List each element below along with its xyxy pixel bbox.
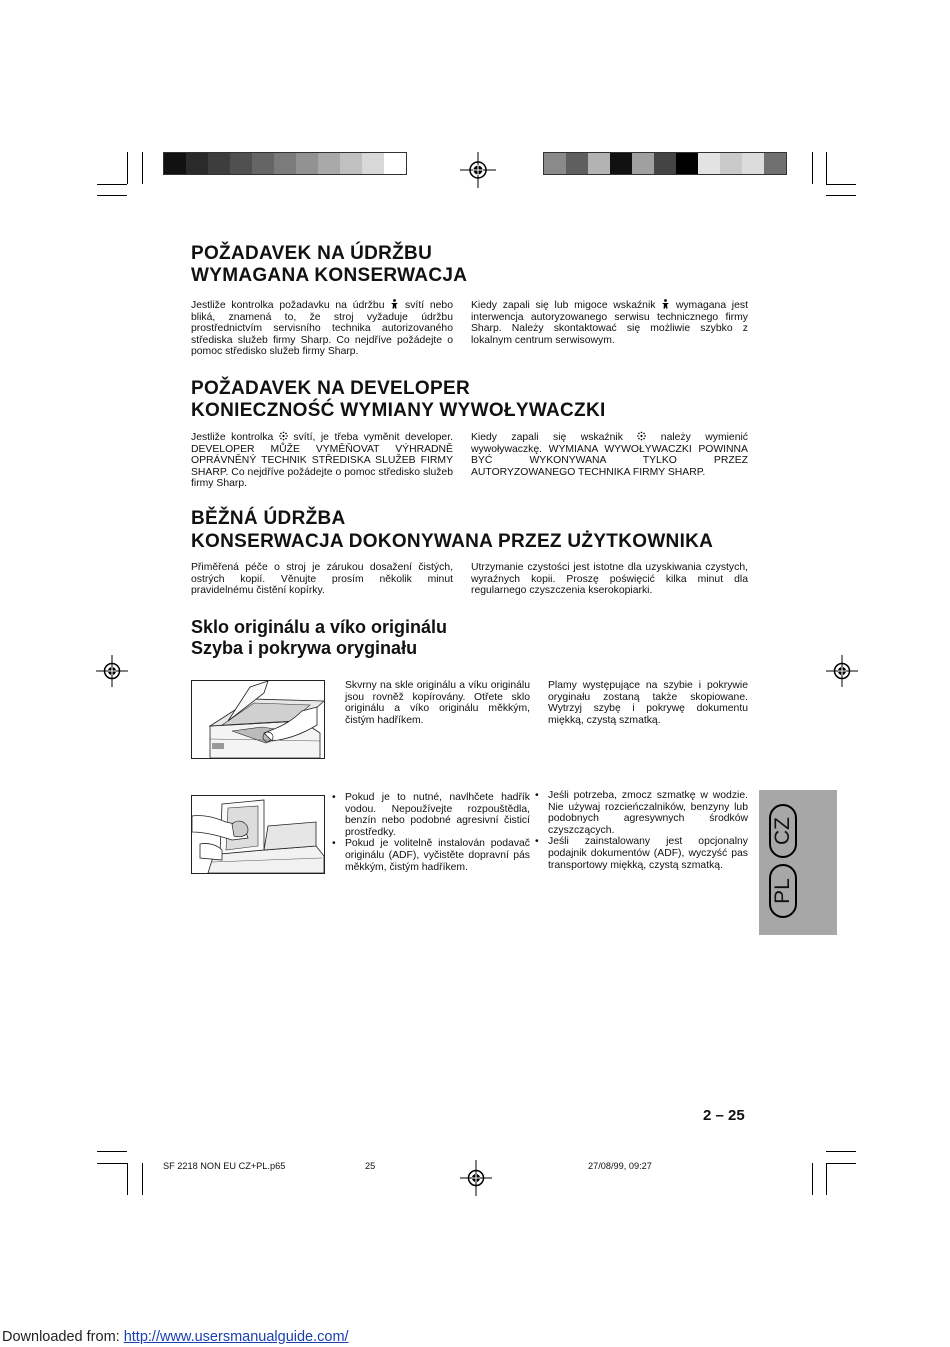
text-part: Kiedy zapali się lub migoce wskaźnik bbox=[471, 300, 662, 311]
registration-mark-icon bbox=[826, 655, 858, 687]
download-link[interactable]: http://www.usersmanualguide.com/ bbox=[123, 1329, 349, 1345]
language-badge-pl bbox=[769, 864, 797, 918]
heading-routine-cz: BĚŽNÁ ÚDRŽBA bbox=[191, 508, 346, 529]
language-code-cz: CZ bbox=[771, 817, 794, 845]
heading-developer-cz: POŽADAVEK NA DEVELOPER bbox=[191, 378, 470, 399]
glass-text-cz: Skvrny na skle originálu a víku originálu jsou rovněž kopírovány. Otřete sklo originálu a víko originálu měkkým, čistým hadříkem. bbox=[345, 680, 530, 726]
text-part: svítí nebo bliká, znamená to, že stroj vyžaduje údržbu prostřednictvím servisního technika autorizovaného střediska služeb firmy Sharp. Co nejdříve požádejte o pomoc středisko služeb firmy Sharp. bbox=[191, 300, 453, 358]
cleaning-bullets-cz bbox=[345, 792, 530, 873]
color-swatch bbox=[544, 153, 566, 174]
text-part: wymagana jest interwencja autoryzowanego serwisu technicznego firmy Sharp. Należy skontaktować się możliwie szybko z lokalnym centrum serwisowym. bbox=[471, 300, 748, 346]
maintenance-icon bbox=[390, 299, 399, 309]
page-number: 2 – 25 bbox=[703, 1107, 745, 1124]
color-swatch bbox=[164, 153, 186, 174]
download-source bbox=[2, 1329, 349, 1345]
wiping-glass-illustration bbox=[191, 795, 325, 874]
color-swatch bbox=[566, 153, 588, 174]
routine-text-cz: Přiměřená péče o stroj je zárukou dosažení čistých, ostrých kopií. Věnujte prosím několik minut pravidelnému čistění kopírky. bbox=[191, 562, 453, 597]
registration-mark-icon bbox=[460, 152, 496, 188]
footer-date: 27/08/99, 09:27 bbox=[588, 1161, 652, 1171]
color-swatch bbox=[296, 153, 318, 174]
heading-developer-pl: KONIECZNOŚĆ WYMIANY WYWOŁYWACZKI bbox=[191, 400, 606, 421]
glass-cover-illustration bbox=[191, 680, 325, 759]
color-swatch bbox=[208, 153, 230, 174]
color-swatch bbox=[588, 153, 610, 174]
list-item: • Pokud je to nutné, navlhčete hadřík vodou. Nepoužívejte rozpouštědla, benzín nebo podobné agresivní čisticí prostředky. bbox=[345, 792, 530, 838]
registration-mark-icon bbox=[460, 1160, 492, 1196]
language-tab bbox=[759, 790, 837, 935]
color-swatch bbox=[698, 153, 720, 174]
color-swatch bbox=[610, 153, 632, 174]
footer-filename: SF 2218 NON EU CZ+PL.p65 bbox=[163, 1161, 286, 1171]
list-item: • Pokud je volitelně instalován podavač originálu (ADF), vyčistěte dopravní pás měkkým, čistým hadříkem. bbox=[345, 838, 530, 873]
glass-text-pl: Plamy występujące na szybie i pokrywie oryginału zostaną także skopiowane. Wytrzyj szybę i pokrywę dokumentu miękką, czystą szmatką. bbox=[548, 680, 748, 726]
color-bar-left bbox=[163, 152, 407, 175]
language-badge-cz bbox=[769, 804, 797, 858]
color-swatch bbox=[274, 153, 296, 174]
developer-text-cz bbox=[191, 431, 453, 490]
color-swatch bbox=[230, 153, 252, 174]
heading-glass-cz: Sklo originálu a víko originálu bbox=[191, 617, 448, 637]
color-swatch bbox=[676, 153, 698, 174]
color-swatch bbox=[764, 153, 786, 174]
text-part: Jestliže kontrolka požadavku na údržbu bbox=[191, 300, 391, 311]
color-swatch bbox=[340, 153, 362, 174]
color-swatch bbox=[742, 153, 764, 174]
maintenance-text-cz bbox=[191, 299, 453, 358]
text-part: Jestliže kontrolka bbox=[191, 432, 279, 443]
color-swatch bbox=[720, 153, 742, 174]
list-item: • Jeśli zainstalowany jest opcjonalny podajnik dokumentów (ADF), wyczyść pas transportowy miękką, czystą szmatką. bbox=[548, 836, 748, 871]
text-part: Kiedy zapali się wskaźnik bbox=[471, 432, 638, 443]
maintenance-icon bbox=[661, 299, 670, 309]
maintenance-text-pl bbox=[471, 299, 748, 346]
text-part: należy wymienić wywoływaczkę. WYMIANA WYWOŁYWACZKI POWINNA BYĆ WYKONYWANA TYLKO PRZEZ AUTORYZOWANEGO TECHNIKA FIRMY SHARP. bbox=[471, 432, 748, 478]
download-prefix: Downloaded from: bbox=[2, 1329, 124, 1345]
developer-text-pl bbox=[471, 431, 748, 478]
heading-routine-pl: KONSERWACJA DOKONYWANA PRZEZ UŻYTKOWNIKA bbox=[191, 531, 714, 552]
color-swatch bbox=[362, 153, 384, 174]
color-swatch bbox=[186, 153, 208, 174]
registration-mark-icon bbox=[96, 655, 128, 687]
color-swatch bbox=[384, 153, 406, 174]
heading-glass-pl: Szyba i pokrywa oryginału bbox=[191, 638, 418, 658]
color-swatch bbox=[654, 153, 676, 174]
color-swatch bbox=[252, 153, 274, 174]
heading-maintenance-cz: POŽADAVEK NA ÚDRŽBU bbox=[191, 243, 433, 264]
footer-page: 25 bbox=[365, 1161, 376, 1171]
routine-text-pl: Utrzymanie czystości jest istotne dla uzyskiwania czystych, wyraźnych kopii. Proszę poświęcić kilka minut dla regularnego czyszczenia kserokopiarki. bbox=[471, 562, 748, 597]
cleaning-bullets-pl bbox=[548, 790, 748, 871]
list-item: • Jeśli potrzeba, zmocz szmatkę w wodzie. Nie używaj rozcieńczalników, benzyny lub podobnych agresywnych środków czyszczących. bbox=[548, 790, 748, 836]
text-part: svítí, je třeba vyměnit developer. DEVELOPER MŮŽE VYMĚŇOVAT VÝHRADNĚ OPRÁVNĚNÝ TECHNIK STŘEDISKA SLUŽEB FIRMY SHARP. Co nejdříve požádejte o pomoc středisko služeb firmy Sharp. bbox=[191, 432, 453, 490]
color-swatch bbox=[318, 153, 340, 174]
language-code-pl: PL bbox=[771, 878, 794, 904]
developer-icon bbox=[279, 431, 288, 441]
developer-icon bbox=[637, 431, 646, 441]
color-swatch bbox=[632, 153, 654, 174]
color-bar-right bbox=[543, 152, 787, 175]
heading-maintenance-pl: WYMAGANA KONSERWACJA bbox=[191, 265, 468, 286]
